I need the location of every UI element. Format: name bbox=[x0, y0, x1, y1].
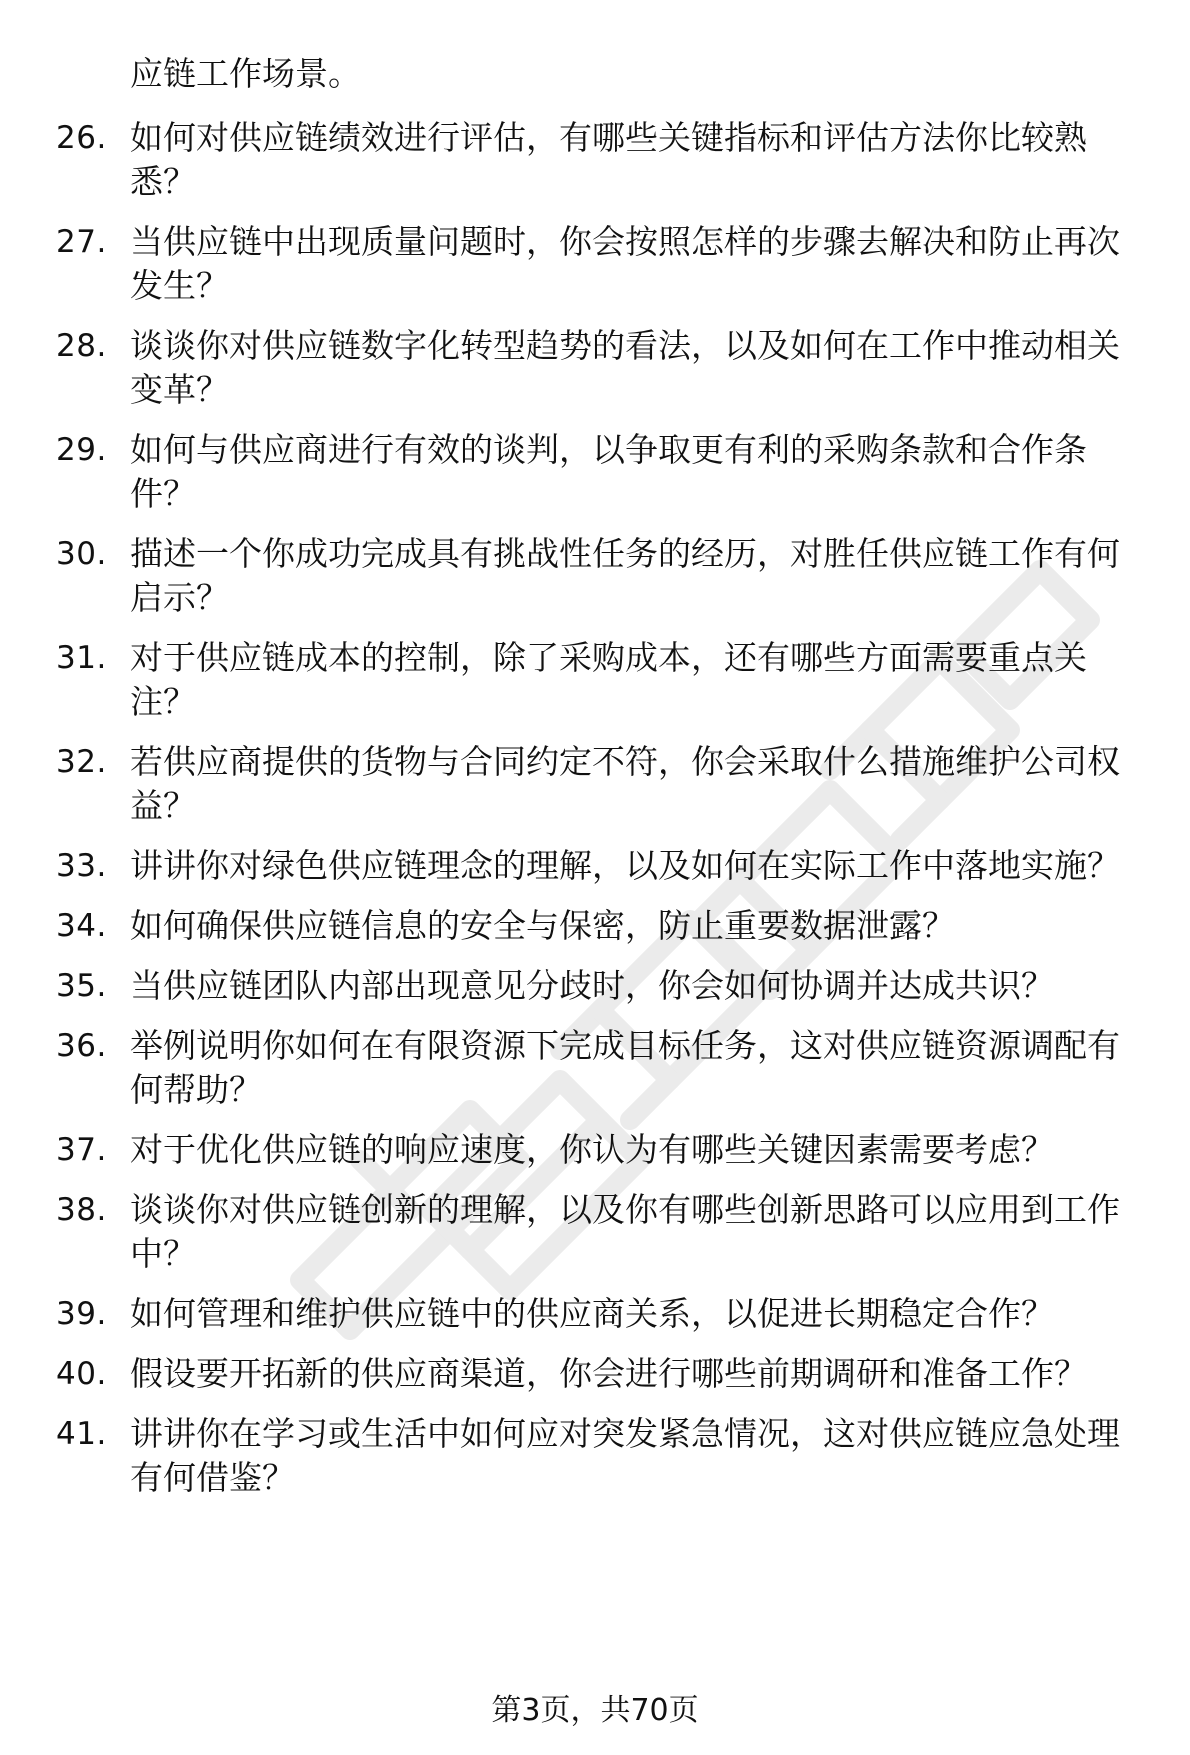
question-text: 谈谈你对供应链创新的理解，以及你有哪些创新思路可以应用到工作中？ bbox=[130, 1190, 1120, 1273]
question-number: 28. bbox=[56, 328, 107, 364]
question-item bbox=[0, 428, 1190, 516]
question-text: 谈谈你对供应链数字化转型趋势的看法，以及如何在工作中推动相关变革？ bbox=[130, 326, 1120, 409]
question-item bbox=[0, 740, 1190, 828]
question-item bbox=[0, 1128, 1190, 1172]
question-item bbox=[0, 324, 1190, 412]
question-number: 40. bbox=[56, 1356, 107, 1392]
question-number: 30. bbox=[56, 536, 107, 572]
question-item bbox=[0, 1188, 1190, 1276]
question-text: 当供应链中出现质量问题时，你会按照怎样的步骤去解决和防止再次发生？ bbox=[130, 222, 1120, 305]
question-number: 36. bbox=[56, 1028, 107, 1064]
question-text: 如何对供应链绩效进行评估，有哪些关键指标和评估方法你比较熟悉？ bbox=[130, 118, 1087, 201]
question-number: 41. bbox=[56, 1416, 107, 1452]
question-text: 如何管理和维护供应链中的供应商关系，以促进长期稳定合作？ bbox=[130, 1294, 1054, 1333]
question-text: 对于供应链成本的控制，除了采购成本，还有哪些方面需要重点关注？ bbox=[130, 638, 1087, 721]
question-text: 如何与供应商进行有效的谈判，以争取更有利的采购条款和合作条件？ bbox=[130, 430, 1087, 513]
question-number: 39. bbox=[56, 1296, 107, 1332]
question-item bbox=[0, 1024, 1190, 1112]
question-item bbox=[0, 904, 1190, 948]
question-item bbox=[0, 116, 1190, 204]
page-footer: 第3页，共70页 bbox=[491, 1693, 699, 1728]
question-item bbox=[0, 220, 1190, 308]
question-item bbox=[0, 844, 1190, 888]
question-number: 31. bbox=[56, 640, 107, 676]
question-number: 29. bbox=[56, 432, 107, 468]
question-text: 讲讲你对绿色供应链理念的理解，以及如何在实际工作中落地实施？ bbox=[130, 846, 1120, 885]
question-text: 描述一个你成功完成具有挑战性任务的经历，对胜任供应链工作有何启示？ bbox=[130, 534, 1120, 617]
question-list bbox=[0, 116, 1190, 1516]
question-item bbox=[0, 1412, 1190, 1500]
question-number: 33. bbox=[56, 848, 107, 884]
question-item bbox=[0, 964, 1190, 1008]
question-item bbox=[0, 1292, 1190, 1336]
question-item bbox=[0, 636, 1190, 724]
question-text: 当供应链团队内部出现意见分歧时，你会如何协调并达成共识？ bbox=[130, 966, 1054, 1005]
question-text: 讲讲你在学习或生活中如何应对突发紧急情况，这对供应链应急处理有何借鉴？ bbox=[130, 1414, 1120, 1497]
question-item bbox=[0, 1352, 1190, 1396]
question-number: 32. bbox=[56, 744, 107, 780]
question-number: 38. bbox=[56, 1192, 107, 1228]
question-text: 对于优化供应链的响应速度，你认为有哪些关键因素需要考虑？ bbox=[130, 1130, 1054, 1169]
question-text: 若供应商提供的货物与合同约定不符，你会采取什么措施维护公司权益？ bbox=[130, 742, 1120, 825]
question-number: 27. bbox=[56, 224, 107, 260]
question-text: 假设要开拓新的供应商渠道，你会进行哪些前期调研和准备工作？ bbox=[130, 1354, 1087, 1393]
question-text: 如何确保供应链信息的安全与保密，防止重要数据泄露？ bbox=[130, 906, 955, 945]
question-text: 举例说明你如何在有限资源下完成目标任务，这对供应链资源调配有何帮助？ bbox=[130, 1026, 1120, 1109]
question-number: 35. bbox=[56, 968, 107, 1004]
question-item bbox=[0, 532, 1190, 620]
question-number: 26. bbox=[56, 120, 107, 156]
question-number: 34. bbox=[56, 908, 107, 944]
continuation-text: 应链工作场景。 bbox=[130, 54, 361, 93]
question-number: 37. bbox=[56, 1132, 107, 1168]
